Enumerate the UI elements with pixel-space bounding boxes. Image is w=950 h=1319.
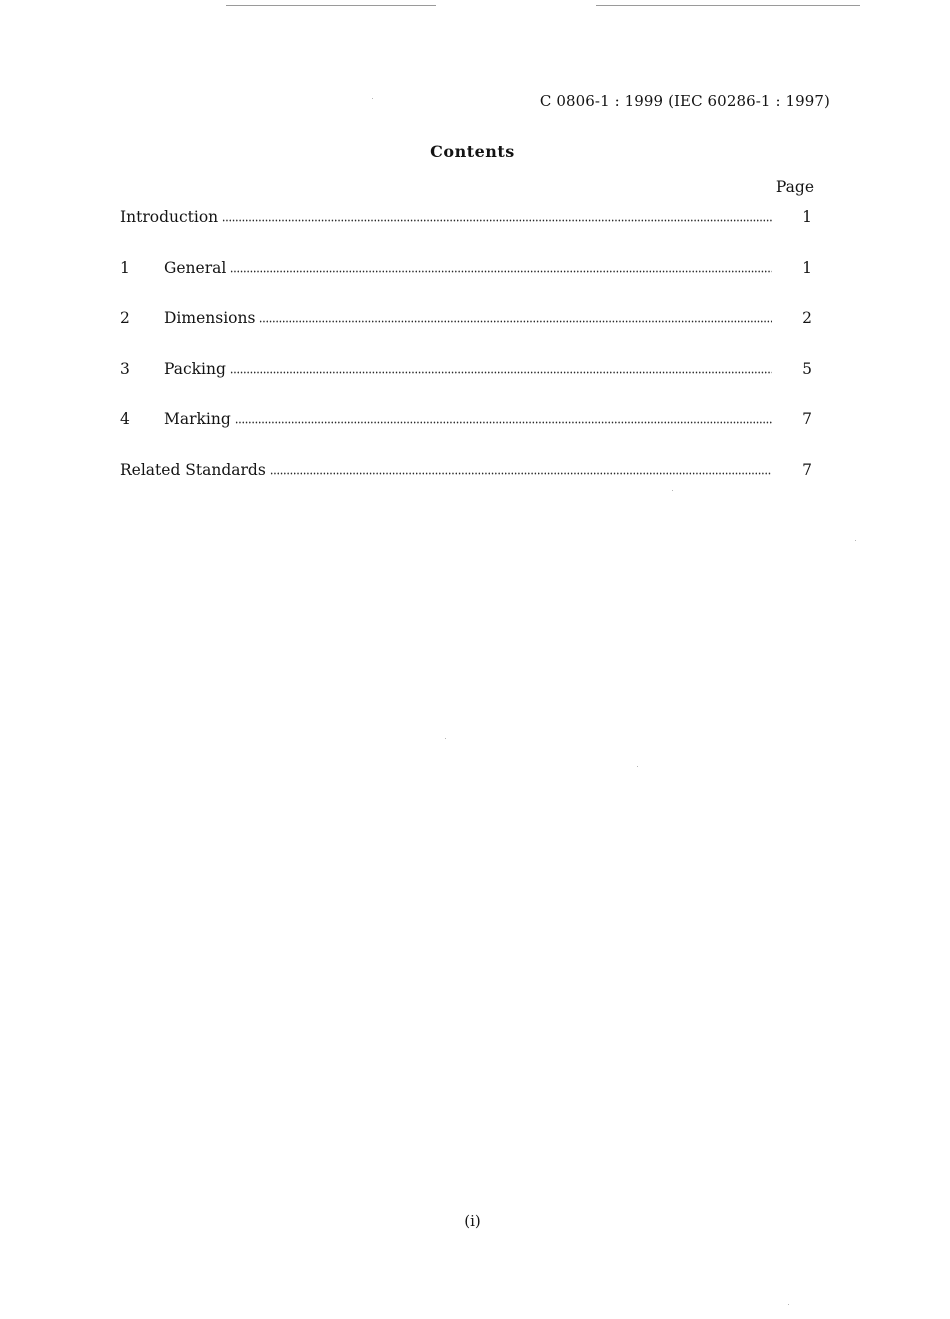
footer-page-number: (i) [464,1212,481,1230]
toc-entry-dimensions[interactable] [120,307,820,358]
scan-speck [855,540,856,541]
toc-entry-label: Related Standards [120,460,266,479]
scan-artifact-line [226,5,436,6]
document-code: C 0806-1 : 1999 (IEC 60286-1 : 1997) [539,92,830,110]
dot-leader [230,257,772,273]
scan-speck [788,1304,789,1305]
toc-entry-page: 2 [802,309,812,328]
toc-entry-label: Marking [164,410,231,429]
toc-entry-number: 3 [120,359,130,378]
dot-leader [270,459,772,475]
toc-entry-label: Introduction [120,208,219,226]
dot-leader [230,358,772,374]
scan-speck [445,738,446,739]
toc-entry-packing[interactable] [120,358,820,409]
toc-entry-page: 7 [802,460,812,479]
toc-entry-number: 1 [120,258,130,277]
toc-entry-number: 2 [120,309,130,328]
toc-entry-page: 1 [802,258,812,277]
toc-entry-general[interactable] [120,257,820,308]
table-of-contents [120,206,820,510]
toc-entry-label: Dimensions [164,309,256,328]
dot-leader [235,408,772,424]
contents-title: Contents [430,142,515,161]
toc-entry-page: 7 [802,410,812,429]
toc-entry-marking[interactable] [120,408,820,459]
scan-speck [637,766,638,767]
scan-speck [372,98,373,99]
toc-entry-introduction[interactable] [120,206,820,257]
toc-entry-related-standards[interactable] [120,459,820,510]
dot-leader [222,206,772,222]
page-column-header: Page [775,178,814,196]
toc-entry-label: Packing [164,359,226,378]
scan-artifact-line [596,5,860,6]
toc-entry-page: 5 [802,359,812,378]
toc-entry-label: General [164,258,227,277]
dot-leader [259,307,772,323]
toc-entry-page: 1 [802,208,812,226]
toc-entry-number: 4 [120,410,130,429]
